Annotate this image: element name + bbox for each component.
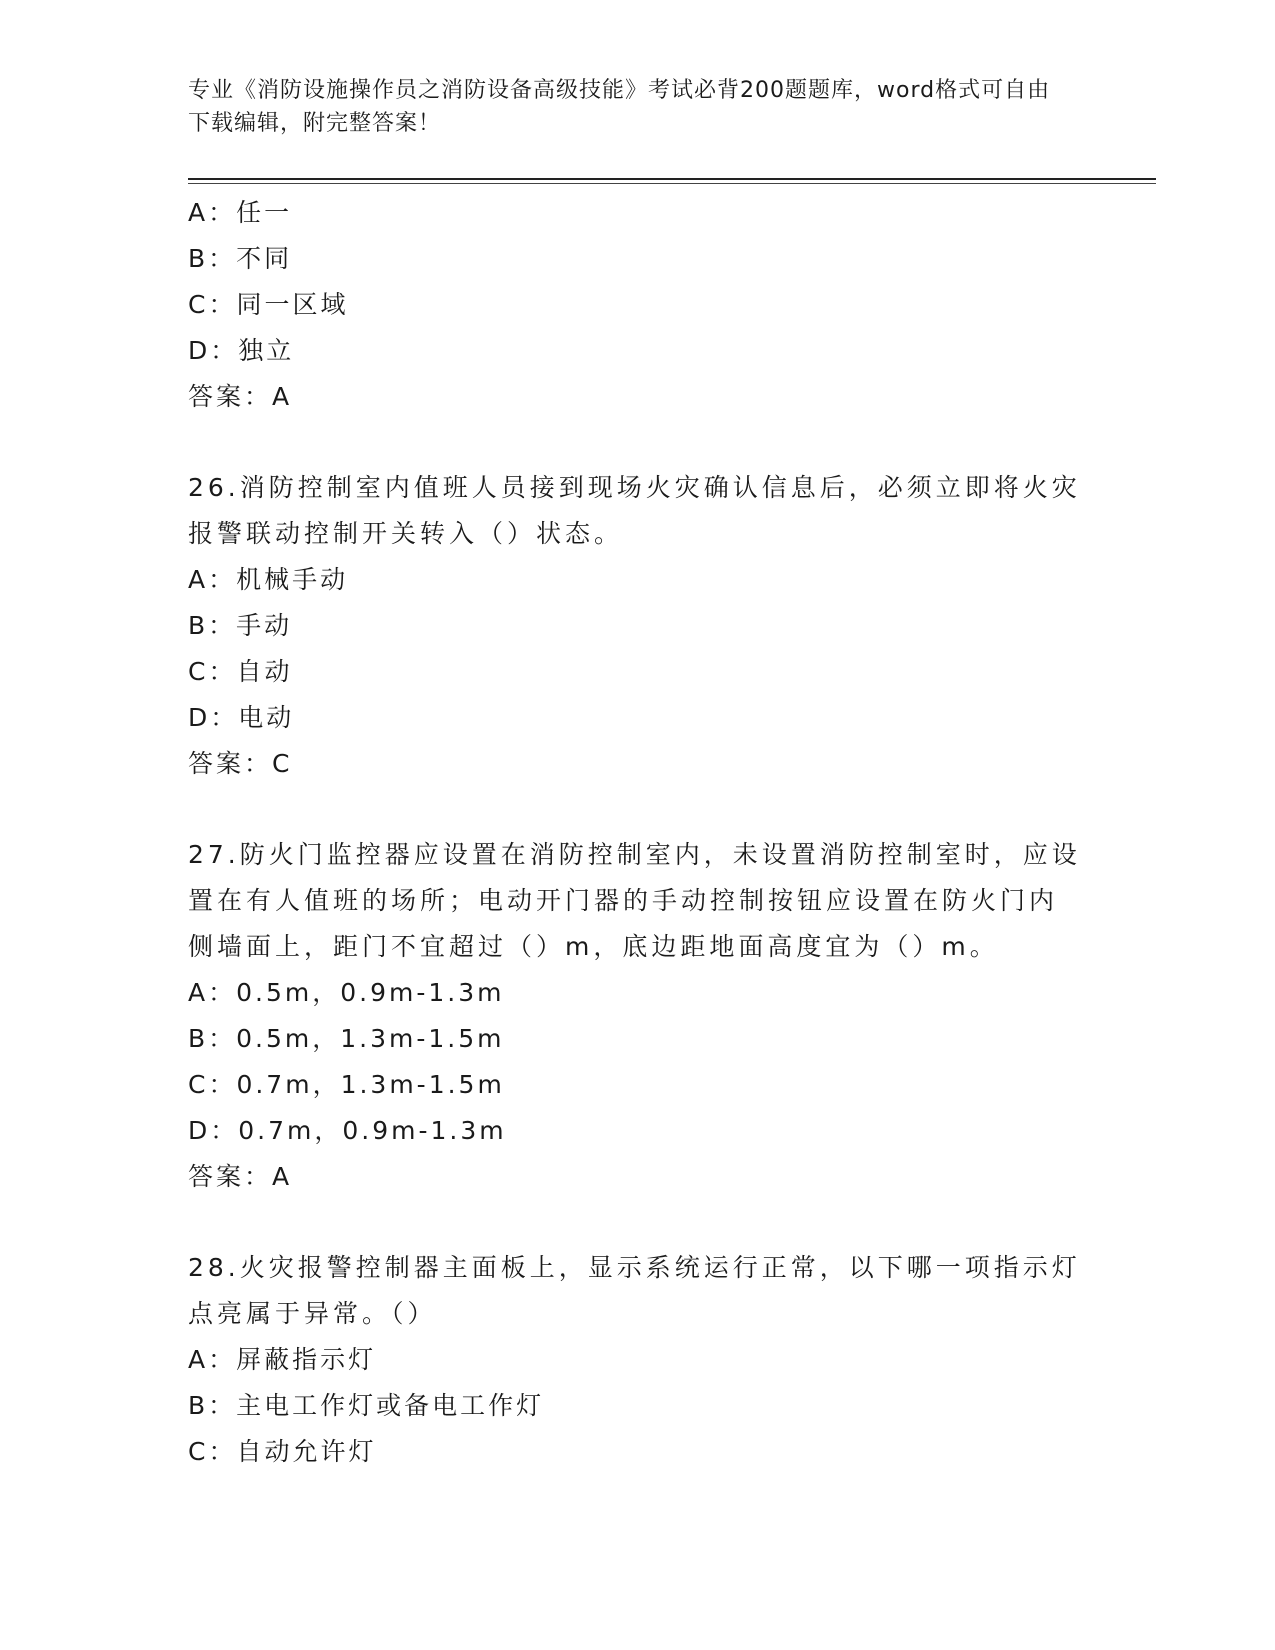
question-list bbox=[188, 190, 1088, 1475]
question-stem-line: 报警联动控制开关转入（）状态。 bbox=[188, 519, 624, 548]
option-c: C：0.7m，1.3m-1.5m bbox=[188, 1070, 505, 1099]
option-c: C：同一区域 bbox=[188, 290, 349, 319]
header-divider-thick bbox=[188, 178, 1156, 180]
option-b: B：主电工作灯或备电工作灯 bbox=[188, 1391, 545, 1420]
option-d: D：电动 bbox=[188, 703, 295, 732]
option-d: D：0.7m，0.9m-1.3m bbox=[188, 1116, 507, 1145]
spacer bbox=[188, 787, 1088, 832]
document-header: 专业《消防设施操作员之消防设备高级技能》考试必背200题题库，word格式可自由下载编辑，附完整答案！ bbox=[188, 78, 1051, 136]
option-a: A：0.5m，0.9m-1.3m bbox=[188, 978, 505, 1007]
question-stem-line: 26.消防控制室内值班人员接到现场火灾确认信息后，必须立即将火灾 bbox=[188, 473, 1081, 502]
option-b: B：手动 bbox=[188, 611, 293, 640]
answer-line: 答案：A bbox=[188, 1162, 293, 1191]
option-d: D：独立 bbox=[188, 336, 295, 365]
option-a: A：屏蔽指示灯 bbox=[188, 1345, 377, 1374]
option-c: C：自动 bbox=[188, 657, 293, 686]
option-b: B：0.5m，1.3m-1.5m bbox=[188, 1024, 505, 1053]
question-25-options bbox=[188, 190, 1088, 420]
question-28 bbox=[188, 1245, 1088, 1475]
option-b: B：不同 bbox=[188, 244, 293, 273]
option-a: A：任一 bbox=[188, 198, 293, 227]
option-a: A：机械手动 bbox=[188, 565, 349, 594]
question-27 bbox=[188, 832, 1088, 1200]
question-26 bbox=[188, 465, 1088, 787]
option-c: C：自动允许灯 bbox=[188, 1437, 377, 1466]
spacer bbox=[188, 1200, 1088, 1245]
question-stem-line: 点亮属于异常。（） bbox=[188, 1299, 437, 1328]
question-stem-line: 侧墙面上，距门不宜超过（）m，底边距地面高度宜为（）m。 bbox=[188, 932, 999, 961]
header-divider-thin bbox=[188, 183, 1156, 184]
answer-line: 答案：A bbox=[188, 382, 293, 411]
question-stem-line: 置在有人值班的场所；电动开门器的手动控制按钮应设置在防火门内 bbox=[188, 886, 1059, 915]
answer-line: 答案：C bbox=[188, 749, 293, 778]
question-stem-line: 28.火灾报警控制器主面板上，显示系统运行正常，以下哪一项指示灯 bbox=[188, 1253, 1081, 1282]
question-stem-line: 27.防火门监控器应设置在消防控制室内，未设置消防控制室时，应设 bbox=[188, 840, 1081, 869]
spacer bbox=[188, 420, 1088, 465]
